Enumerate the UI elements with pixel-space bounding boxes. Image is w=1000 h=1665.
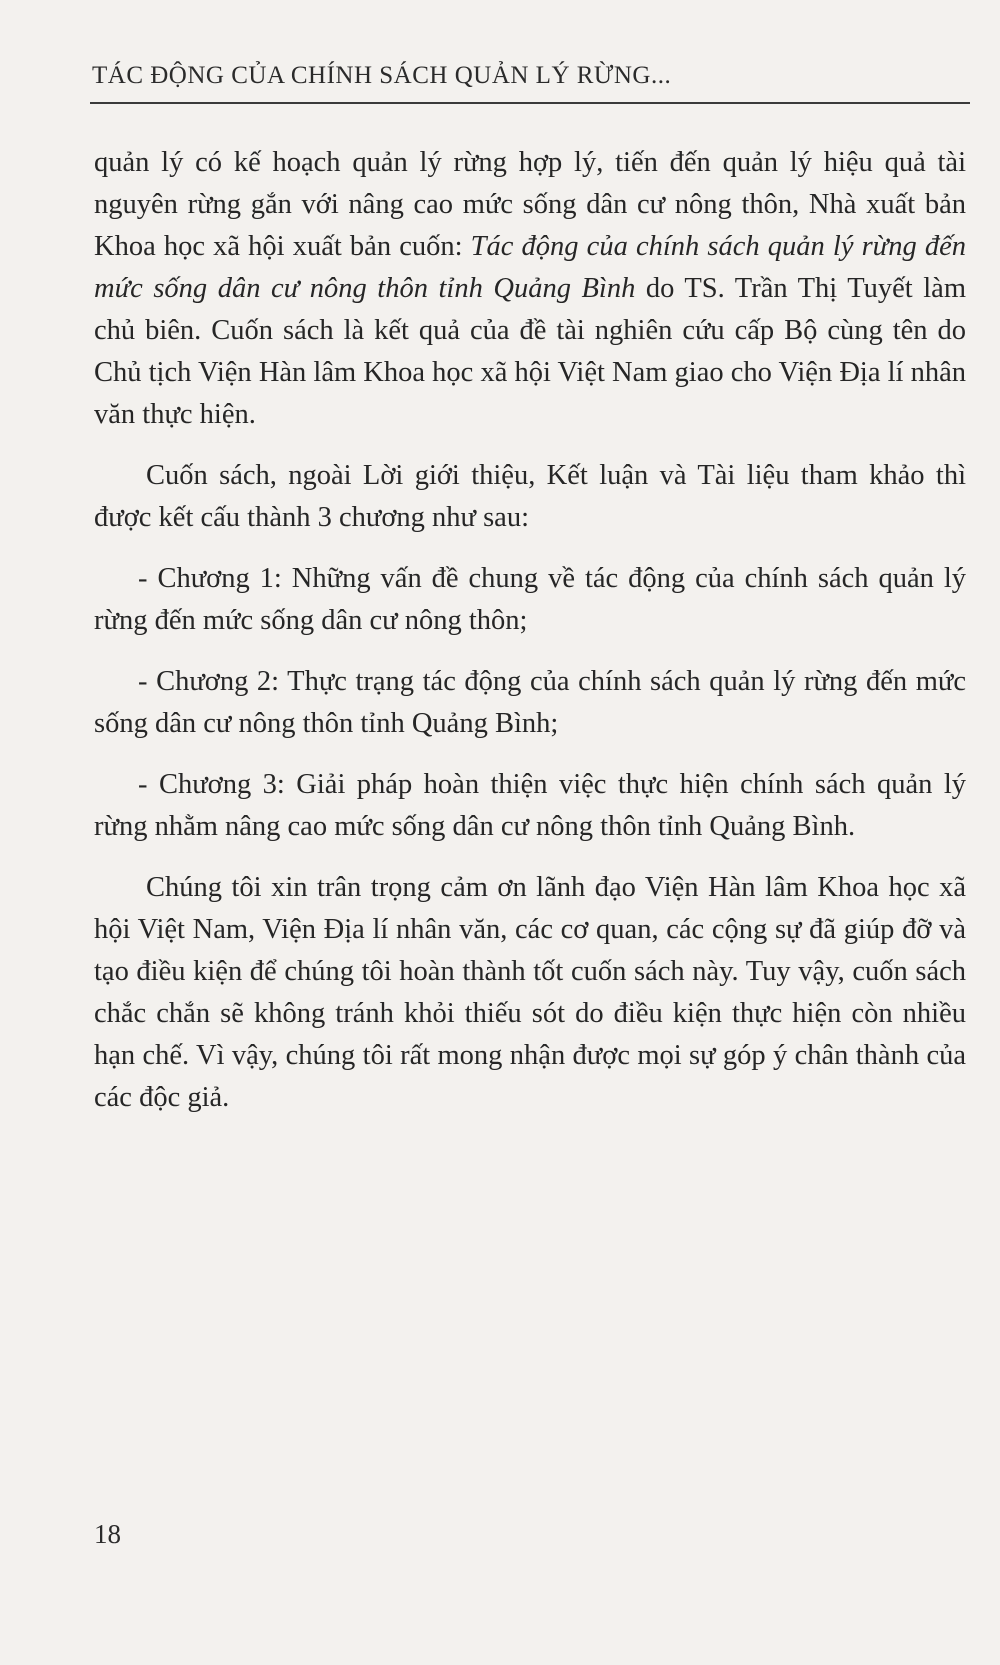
body-text <box>94 142 966 1138</box>
paragraph-structure: Cuốn sách, ngoài Lời giới thiệu, Kết luận và Tài liệu tham khảo thì được kết cấu thành 3 chương như sau: <box>94 460 966 533</box>
intro-text-before: quản lý có kế hoạch quản lý rừng hợp lý, tiến đến quản lý hiệu quả tài nguyên rừng gắn với nâng cao mức sống dân cư nông thôn, Nhà xuất bản Khoa học xã hội xuất bản cuốn: <box>94 147 966 262</box>
paragraph-acknowledgements: Chúng tôi xin trân trọng cảm ơn lãnh đạo Viện Hàn lâm Khoa học xã hội Việt Nam, Viện Địa lí nhân văn, các cơ quan, các cộng sự đã giúp đỡ và tạo điều kiện để chúng tôi hoàn thành tốt cuốn sách này. Tuy vậy, cuốn sách chắc chắn sẽ không tránh khỏi thiếu sót do điều kiện thực hiện còn nhiều hạn chế. Vì vậy, chúng tôi rất mong nhận được mọi sự góp ý chân thành của các độc giả. <box>94 872 966 1113</box>
book-title: Tác động của chính sách quản lý rừng đến mức sống dân cư nông thôn tỉnh Quảng Bình <box>94 231 967 304</box>
header-rule <box>90 102 970 104</box>
chapter-item-1: - Chương 1: Những vấn đề chung về tác động của chính sách quản lý rừng đến mức sống dân cư nông thôn; <box>94 563 966 636</box>
running-header: TÁC ĐỘNG CỦA CHÍNH SÁCH QUẢN LÝ RỪNG... <box>92 62 672 89</box>
chapter-item-3: - Chương 3: Giải pháp hoàn thiện việc thực hiện chính sách quản lý rừng nhằm nâng cao mức sống dân cư nông thôn tỉnh Quảng Bình. <box>94 769 966 842</box>
paragraph-intro <box>94 142 966 436</box>
page-number: 18 <box>94 1519 121 1549</box>
intro-text-after: do TS. Trần Thị Tuyết làm chủ biên. Cuốn sách là kết quả của đề tài nghiên cứu cấp Bộ cùng tên do Chủ tịch Viện Hàn lâm Khoa học xã hội Việt Nam giao cho Viện Địa lí nhân văn thực hiện. <box>94 273 966 430</box>
chapter-item-2: - Chương 2: Thực trạng tác động của chính sách quản lý rừng đến mức sống dân cư nông thôn tỉnh Quảng Bình; <box>94 666 966 739</box>
